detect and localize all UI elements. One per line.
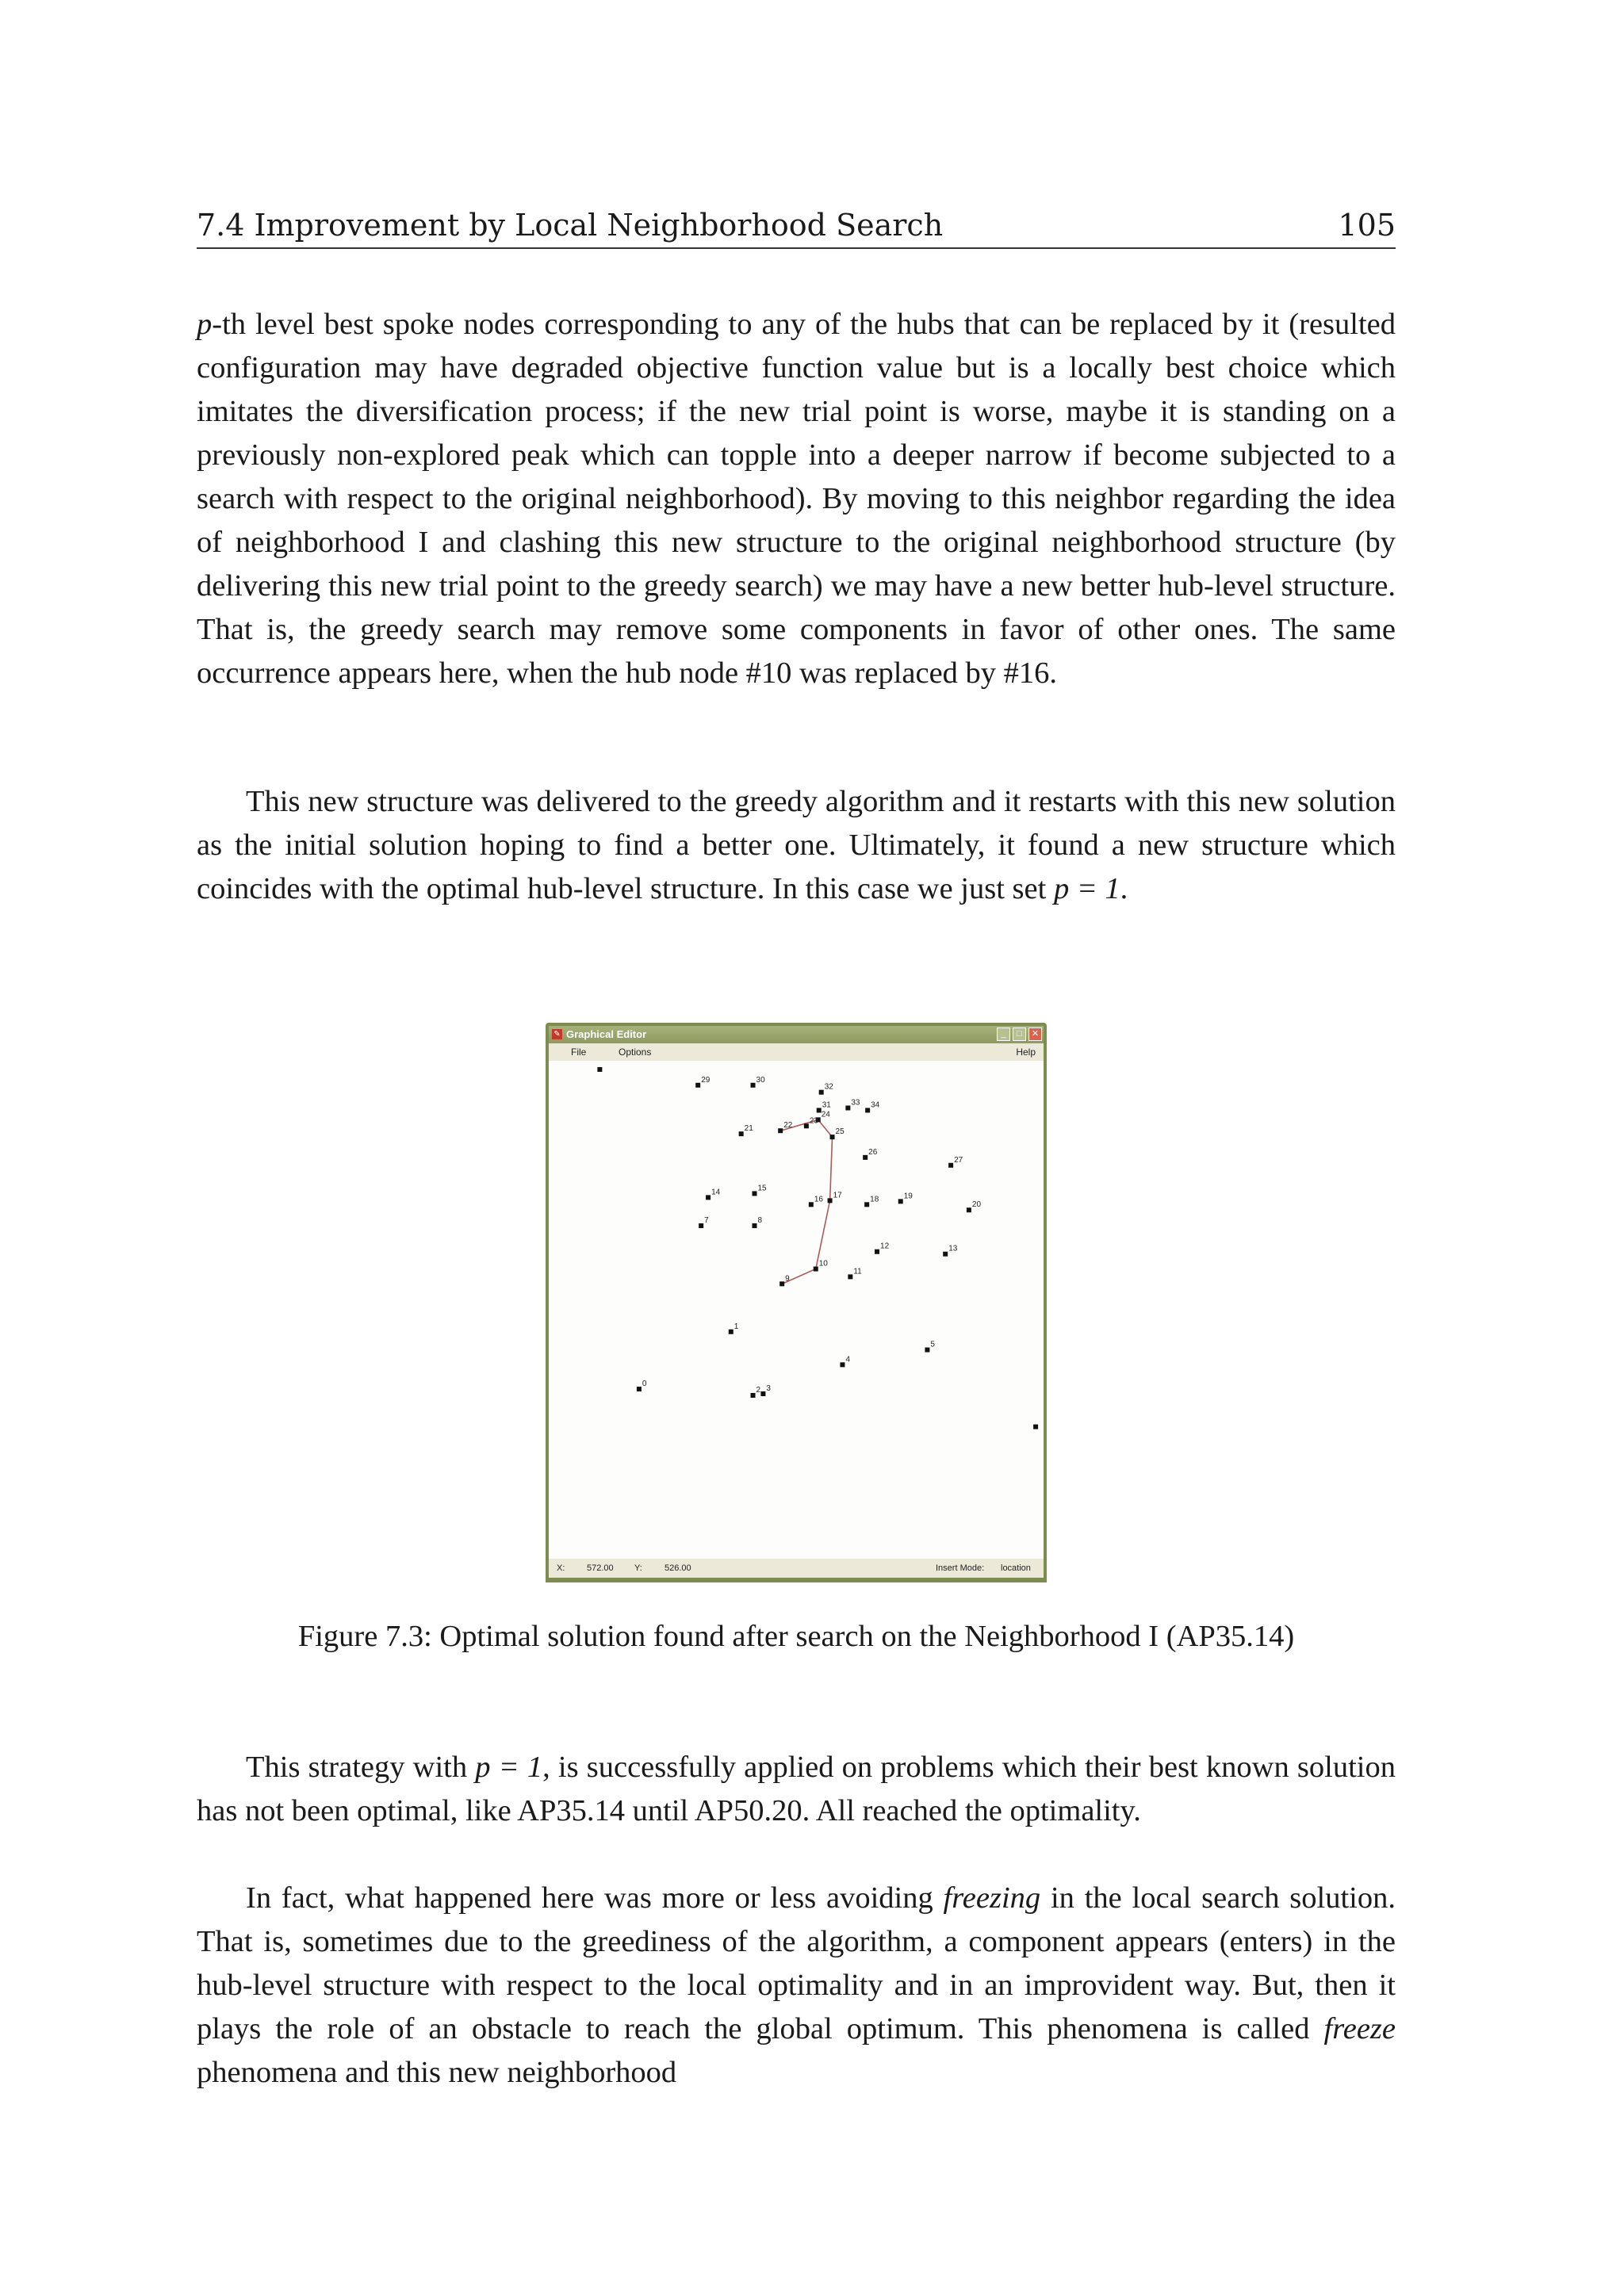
maximize-icon[interactable]: □ bbox=[1013, 1027, 1026, 1041]
node-7[interactable] bbox=[699, 1223, 703, 1228]
node-label-9: 9 bbox=[785, 1274, 790, 1284]
node-33[interactable] bbox=[845, 1105, 850, 1110]
app-icon: ✎ bbox=[552, 1029, 562, 1039]
menu-file[interactable]: File bbox=[571, 1047, 587, 1058]
node-label-20: 20 bbox=[971, 1200, 982, 1210]
node-label-34: 34 bbox=[871, 1100, 880, 1110]
node-label-1: 1 bbox=[733, 1322, 739, 1331]
node-label-29: 29 bbox=[701, 1075, 710, 1085]
paragraph-3-pre: This strategy with bbox=[246, 1751, 476, 1784]
node-4[interactable] bbox=[840, 1362, 845, 1367]
graphical-editor-window bbox=[546, 1023, 1047, 1582]
node-27[interactable] bbox=[948, 1163, 953, 1168]
node-label-21: 21 bbox=[744, 1124, 753, 1134]
paragraph-4-b: in the local search solution. That is, sometimes due to the greediness of the algorithm, a component appears (enters) in the hub-level structure with respect to the local optimality and in an improvident way. But, then it plays the role of an obstacle to reach the global optimum. This phenomena is called bbox=[197, 1881, 1396, 2045]
node-12[interactable] bbox=[875, 1249, 879, 1254]
node-2[interactable] bbox=[751, 1393, 756, 1398]
drawing-canvas[interactable] bbox=[549, 1061, 1044, 1559]
node-25[interactable] bbox=[830, 1135, 835, 1139]
node-label-14: 14 bbox=[711, 1188, 721, 1197]
graph-canvas[interactable] bbox=[549, 1061, 1044, 1559]
paragraph-2 bbox=[197, 780, 1396, 911]
math-p: p bbox=[197, 308, 213, 341]
menu-options[interactable]: Options bbox=[619, 1047, 652, 1058]
node-18[interactable] bbox=[864, 1202, 869, 1207]
node-label-31: 31 bbox=[822, 1100, 831, 1110]
window-title: Graphical Editor bbox=[566, 1028, 647, 1040]
paragraph-3-post: , is successfully applied on problems which their best known solution has not been optimal, like AP35.14 until AP50.20. All reached the optimality. bbox=[197, 1751, 1396, 1827]
emphasis-freezing: freezing bbox=[943, 1881, 1041, 1915]
node-label-11: 11 bbox=[853, 1267, 862, 1276]
node-26[interactable] bbox=[863, 1155, 868, 1160]
close-icon[interactable]: ✕ bbox=[1028, 1027, 1042, 1041]
status-mode-label: Insert Mode: bbox=[936, 1563, 985, 1573]
page-number: 105 bbox=[1338, 208, 1396, 243]
paragraph-2-end: . bbox=[1120, 872, 1128, 905]
node-label-24: 24 bbox=[821, 1110, 830, 1119]
node-10[interactable] bbox=[814, 1267, 818, 1272]
edge-25-17 bbox=[830, 1137, 833, 1200]
node-14[interactable] bbox=[706, 1195, 710, 1200]
node-9[interactable] bbox=[779, 1281, 784, 1286]
node-29[interactable] bbox=[695, 1083, 700, 1088]
figure-caption: Figure 7.3: Optimal solution found after search on the Neighborhood I (AP35.14) bbox=[297, 1620, 1295, 1653]
status-y-value: 526.00 bbox=[665, 1563, 691, 1573]
menu-bar bbox=[549, 1043, 1044, 1061]
paragraph-3 bbox=[197, 1746, 1396, 1833]
node-22[interactable] bbox=[778, 1128, 783, 1133]
node-21[interactable] bbox=[739, 1131, 744, 1136]
minimize-icon[interactable]: _ bbox=[997, 1027, 1010, 1041]
node-label-7: 7 bbox=[704, 1216, 709, 1226]
node-label-2: 2 bbox=[756, 1386, 761, 1395]
edge-24-25 bbox=[818, 1119, 833, 1137]
paragraph-4-c: phenomena and this new neighborhood bbox=[197, 2056, 677, 2089]
node-label-23: 23 bbox=[809, 1116, 819, 1126]
node-label-30: 30 bbox=[756, 1075, 765, 1085]
node-label-17: 17 bbox=[833, 1191, 842, 1200]
math-p-equals-1: p = 1 bbox=[1053, 872, 1120, 905]
node-unlabeled-34[interactable] bbox=[1033, 1425, 1038, 1429]
status-mode-value: location bbox=[1001, 1563, 1031, 1573]
node-label-3: 3 bbox=[766, 1384, 771, 1394]
node-30[interactable] bbox=[751, 1083, 756, 1088]
node-label-19: 19 bbox=[903, 1192, 913, 1201]
node-unlabeled-0[interactable] bbox=[597, 1067, 602, 1072]
node-32[interactable] bbox=[819, 1090, 824, 1095]
node-label-5: 5 bbox=[930, 1340, 935, 1349]
node-5[interactable] bbox=[925, 1348, 929, 1353]
section-title: 7.4 Improvement by Local Neighborhood Search bbox=[197, 208, 944, 243]
node-label-26: 26 bbox=[868, 1147, 878, 1157]
node-label-33: 33 bbox=[851, 1098, 860, 1108]
status-x-value: 572.00 bbox=[587, 1563, 614, 1573]
node-8[interactable] bbox=[753, 1223, 757, 1228]
status-bar bbox=[549, 1559, 1044, 1578]
node-label-4: 4 bbox=[845, 1355, 851, 1364]
paragraph-4 bbox=[197, 1877, 1396, 2095]
paragraph-1-text: -th level best spoke nodes corresponding to any of the hubs that can be replaced by it (resulted configuration may have degraded objective function value but is a locally best choice which imitates the diversification process; if the new trial point is worse, maybe it is standing on a previously non-explored peak which can topple into a deeper narrow if become subjected to a search with respect to the original neighborhood). By moving to this neighbor regarding the idea of neighborhood I and clashing this new structure to the original neighborhood structure (by delivering this new trial point to the greedy search) we may have a new better hub-level structure. That is, the greedy search may remove some components in favor of other ones. The same occurrence appears here, when the hub node #10 was replaced by #16. bbox=[197, 308, 1396, 690]
node-label-10: 10 bbox=[818, 1259, 828, 1269]
status-y-label: Y: bbox=[634, 1563, 642, 1573]
node-label-32: 32 bbox=[824, 1082, 833, 1092]
running-header bbox=[197, 208, 1396, 249]
node-label-18: 18 bbox=[870, 1195, 879, 1204]
node-20[interactable] bbox=[967, 1207, 971, 1212]
node-16[interactable] bbox=[809, 1202, 814, 1207]
node-23[interactable] bbox=[804, 1123, 809, 1128]
menu-help[interactable]: Help bbox=[1016, 1047, 1036, 1058]
node-3[interactable] bbox=[760, 1391, 765, 1396]
node-17[interactable] bbox=[828, 1198, 833, 1203]
node-label-25: 25 bbox=[835, 1127, 845, 1137]
node-34[interactable] bbox=[865, 1108, 870, 1112]
emphasis-freeze: freeze bbox=[1323, 2012, 1396, 2045]
node-label-12: 12 bbox=[880, 1242, 890, 1251]
node-13[interactable] bbox=[943, 1252, 948, 1257]
math-p-equals-1-b: p = 1 bbox=[475, 1751, 543, 1784]
title-bar[interactable] bbox=[549, 1026, 1044, 1043]
node-label-16: 16 bbox=[814, 1195, 823, 1204]
node-11[interactable] bbox=[848, 1274, 852, 1279]
node-1[interactable] bbox=[729, 1330, 733, 1334]
node-15[interactable] bbox=[753, 1191, 757, 1196]
status-x-label: X: bbox=[557, 1563, 565, 1573]
paragraph-2-text: This new structure was delivered to the greedy algorithm and it restarts with this new solution as the initial solution hoping to find a better one. Ultimately, it found a new structure which coincides with the optimal hub-level structure. In this case we just set bbox=[197, 785, 1396, 905]
paragraph-4-a: In fact, what happened here was more or less avoiding bbox=[246, 1881, 944, 1915]
node-0[interactable] bbox=[637, 1387, 642, 1391]
paragraph-1 bbox=[197, 303, 1396, 695]
node-label-27: 27 bbox=[954, 1155, 963, 1165]
node-label-8: 8 bbox=[757, 1216, 763, 1226]
node-label-0: 0 bbox=[642, 1380, 647, 1389]
node-19[interactable] bbox=[898, 1199, 903, 1203]
node-label-13: 13 bbox=[948, 1244, 958, 1253]
node-label-22: 22 bbox=[783, 1121, 793, 1131]
node-label-15: 15 bbox=[757, 1184, 767, 1193]
